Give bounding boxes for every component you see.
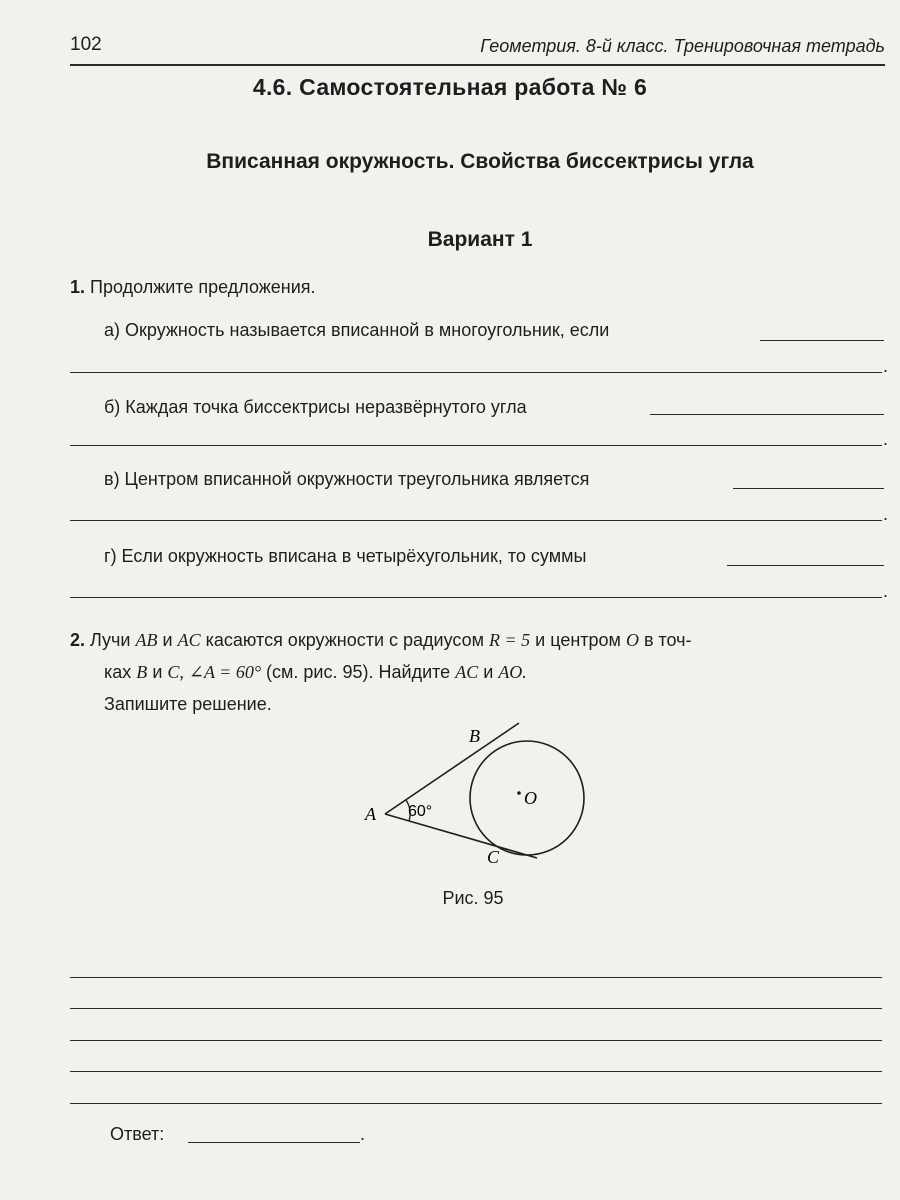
task1-prompt: Продолжите предложения. xyxy=(90,277,316,297)
answer-line[interactable] xyxy=(70,372,882,373)
solution-line[interactable] xyxy=(70,1040,882,1041)
center-point xyxy=(517,791,521,795)
task1-number: 1. xyxy=(70,277,86,297)
task2-number: 2. xyxy=(70,630,86,650)
segment-ao: AO. xyxy=(498,662,527,682)
answer-line[interactable] xyxy=(650,414,884,415)
label-a: A xyxy=(365,804,376,824)
answer-line[interactable] xyxy=(733,488,884,489)
task2-text: касаются окружности с радиусом xyxy=(205,630,484,650)
solution-line[interactable] xyxy=(70,977,882,978)
task2-line1 xyxy=(70,630,692,651)
line-end-period: . xyxy=(883,504,889,524)
page-number: 102 xyxy=(70,34,102,55)
answer-line[interactable] xyxy=(70,445,882,446)
task2-text: в точ- xyxy=(643,630,692,650)
answer-line[interactable] xyxy=(760,340,884,341)
radius-expression: R = 5 xyxy=(488,630,531,650)
task2-text: и xyxy=(483,662,494,682)
center-o: O xyxy=(625,630,639,650)
label-b: B xyxy=(469,726,480,746)
line-end-period: . xyxy=(883,356,889,376)
line-end-period: . xyxy=(883,581,889,601)
task2-text: и центром xyxy=(535,630,621,650)
tangent-ray-ab xyxy=(385,723,519,814)
solution-line[interactable] xyxy=(70,1103,882,1104)
running-title: Геометрия. 8-й класс. Тренировочная тетрадь xyxy=(480,36,885,56)
task2-text: ках xyxy=(104,662,132,682)
task1-item-b: б) Каждая точка биссектрисы неразвёрнутого угла xyxy=(104,397,527,417)
figure-95 xyxy=(355,718,595,868)
line-end-period: . xyxy=(883,429,889,449)
ray-ab: AB xyxy=(135,630,158,650)
section-title: 4.6. Самостоятельная работа № 6 xyxy=(252,74,648,100)
variant-title: Вариант 1 xyxy=(427,228,533,251)
segment-ac: AC xyxy=(455,662,479,682)
label-c: C xyxy=(487,847,500,867)
answer-line[interactable] xyxy=(70,597,882,598)
point-c: C, xyxy=(167,662,184,682)
task2-text: и xyxy=(162,630,173,650)
figure-caption: Рис. 95 xyxy=(442,888,504,908)
task1-heading xyxy=(70,277,316,298)
point-b: B xyxy=(136,662,148,682)
solution-line[interactable] xyxy=(70,1008,882,1009)
answer-label: Ответ: xyxy=(110,1124,165,1144)
page-header xyxy=(70,34,885,64)
angle-label: 60° xyxy=(408,803,433,820)
task1-item-a: а) Окружность называется вписанной в многоугольник, если xyxy=(104,320,610,340)
answer-line[interactable] xyxy=(70,520,882,521)
task1-item-c: в) Центром вписанной окружности треугольника является xyxy=(104,469,590,489)
task1-item-d: г) Если окружность вписана в четырёхугольник, то суммы xyxy=(104,546,587,566)
answer-line[interactable] xyxy=(727,565,884,566)
header-rule xyxy=(70,64,885,66)
angle-expression: ∠A = 60° xyxy=(188,662,262,682)
task2-text: (см. рис. 95). Найдите xyxy=(266,662,451,682)
write-solution-prompt: Запишите решение. xyxy=(104,694,272,714)
task2-line2 xyxy=(104,662,527,683)
answer-field[interactable] xyxy=(188,1142,360,1143)
answer-period: . xyxy=(360,1124,366,1144)
topic-title: Вписанная окружность. Свойства биссектрисы угла xyxy=(206,150,754,173)
task2-text: Лучи xyxy=(90,630,131,650)
solution-line[interactable] xyxy=(70,1071,882,1072)
ray-ac: AC xyxy=(177,630,201,650)
task2-text: и xyxy=(152,662,163,682)
label-o: O xyxy=(524,788,537,808)
tangent-ray-ac xyxy=(385,814,537,858)
